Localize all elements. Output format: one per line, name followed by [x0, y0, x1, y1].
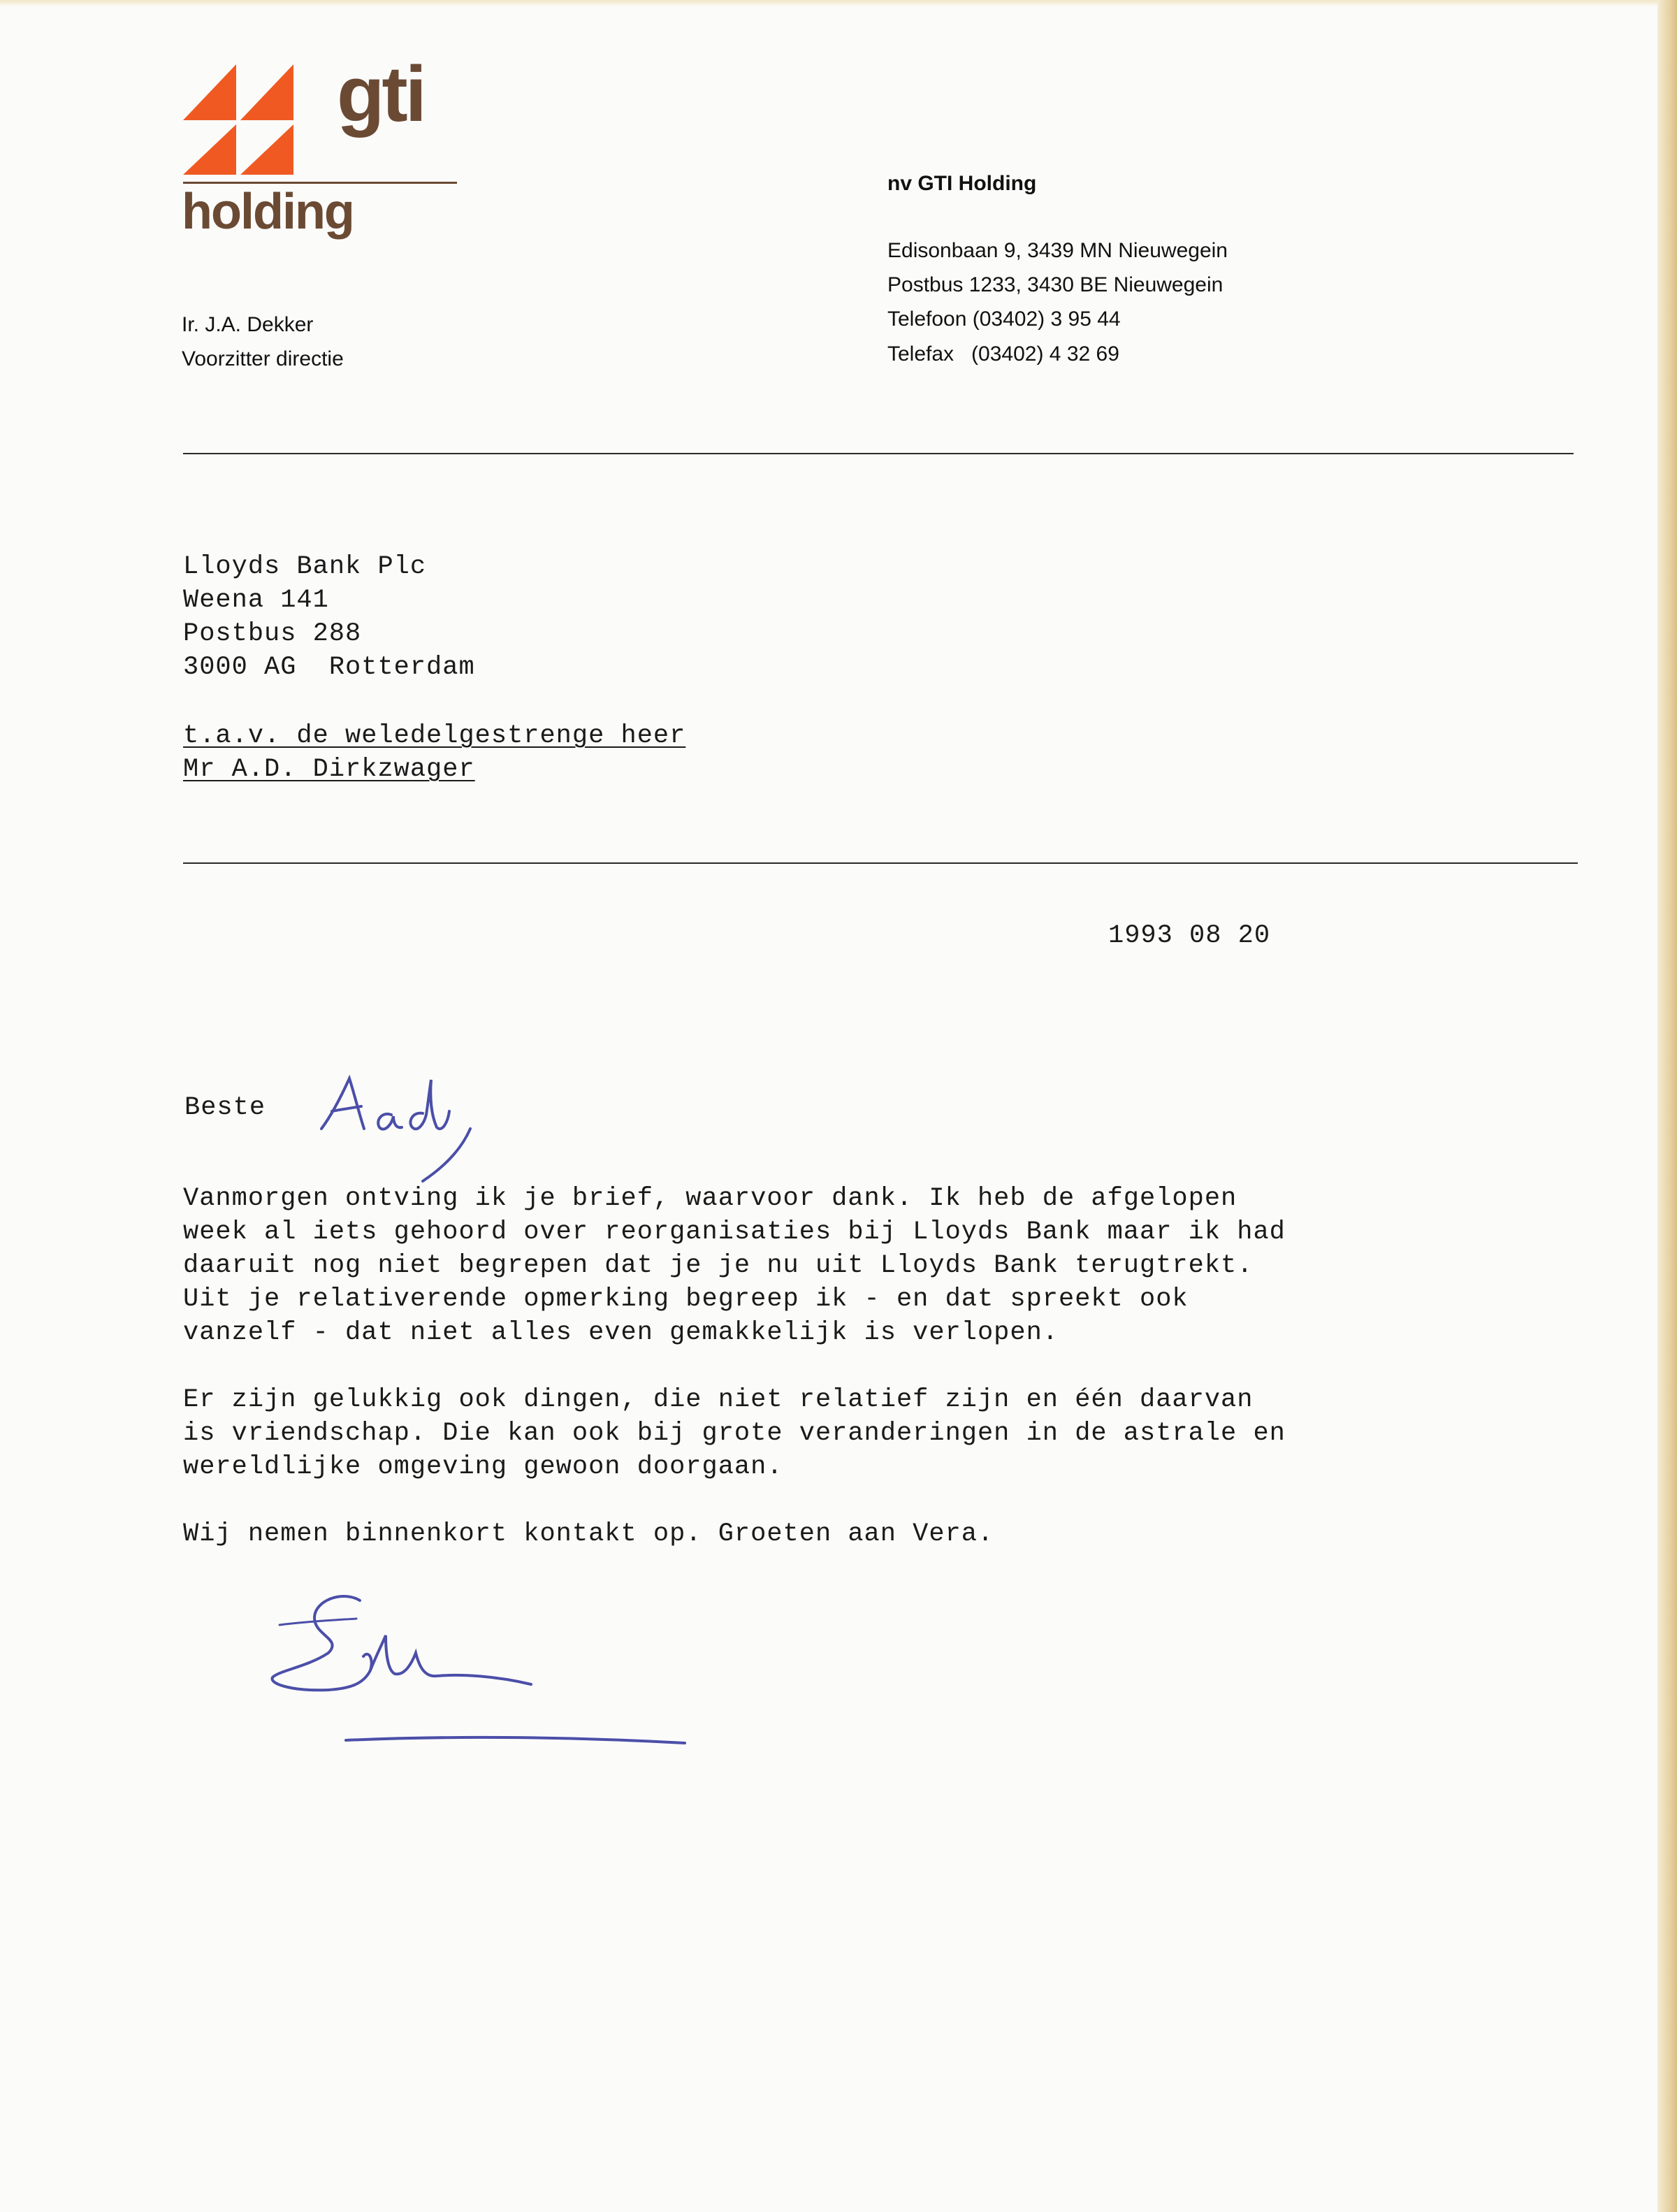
header-divider: [183, 453, 1574, 454]
body-line: week al iets gehoord over reorganisaties bij Lloyds Bank maar ik had: [183, 1217, 1286, 1247]
company-name: nv GTI Holding: [887, 172, 1037, 195]
salutation: Beste: [184, 1093, 266, 1122]
address-divider: [183, 862, 1578, 864]
company-address-line: Edisonbaan 9, 3439 MN Nieuwegein: [887, 239, 1228, 262]
paper-top-edge: [0, 0, 1677, 7]
body-line: Wij nemen binnenkort kontakt op. Groeten aan Vera.: [183, 1519, 994, 1549]
recipient-line: Postbus 288: [183, 619, 362, 649]
letter-date: 1993 08 20: [1108, 921, 1271, 950]
sender-name: Ir. J.A. Dekker: [182, 313, 314, 336]
recipient-line: 3000 AG Rotterdam: [183, 653, 475, 682]
handwritten-signature: [266, 1586, 713, 1768]
body-line: is vriendschap. Die kan ook bij grote veranderingen in de astrale en: [183, 1419, 1286, 1448]
paper-right-edge: [1657, 0, 1677, 2212]
body-line: Vanmorgen ontving ik je brief, waarvoor dank. Ik heb de afgelopen: [183, 1184, 1237, 1213]
company-fax-line: Telefax (03402) 4 32 69: [887, 342, 1119, 366]
logo-holding-text: holding: [182, 184, 354, 240]
sender-role: Voorzitter directie: [182, 347, 344, 370]
body-line: daaruit nog niet begrepen dat je je nu uit Lloyds Bank terugtrekt.: [183, 1251, 1254, 1280]
recipient-line: Lloyds Bank Plc: [183, 552, 427, 581]
gti-holding-logo: [182, 50, 463, 253]
logo-gti-text: gti: [337, 50, 424, 138]
company-postbus-line: Postbus 1233, 3430 BE Nieuwegein: [887, 273, 1224, 296]
recipient-line: Weena 141: [183, 586, 329, 615]
body-line: vanzelf - dat niet alles even gemakkelijk is verlopen.: [183, 1318, 1059, 1347]
handwritten-name-aad: [318, 1073, 493, 1192]
company-phone-line: Telefoon (03402) 3 95 44: [887, 308, 1121, 331]
body-line: Uit je relativerende opmerking begreep ik - en dat spreekt ook: [183, 1285, 1189, 1314]
attention-line: t.a.v. de weledelgestrenge heer: [183, 721, 686, 751]
attention-line: Mr A.D. Dirkzwager: [183, 755, 475, 784]
body-line: Er zijn gelukkig ook dingen, die niet relatief zijn en één daarvan: [183, 1385, 1254, 1415]
body-line: wereldlijke omgeving gewoon doorgaan.: [183, 1452, 783, 1482]
